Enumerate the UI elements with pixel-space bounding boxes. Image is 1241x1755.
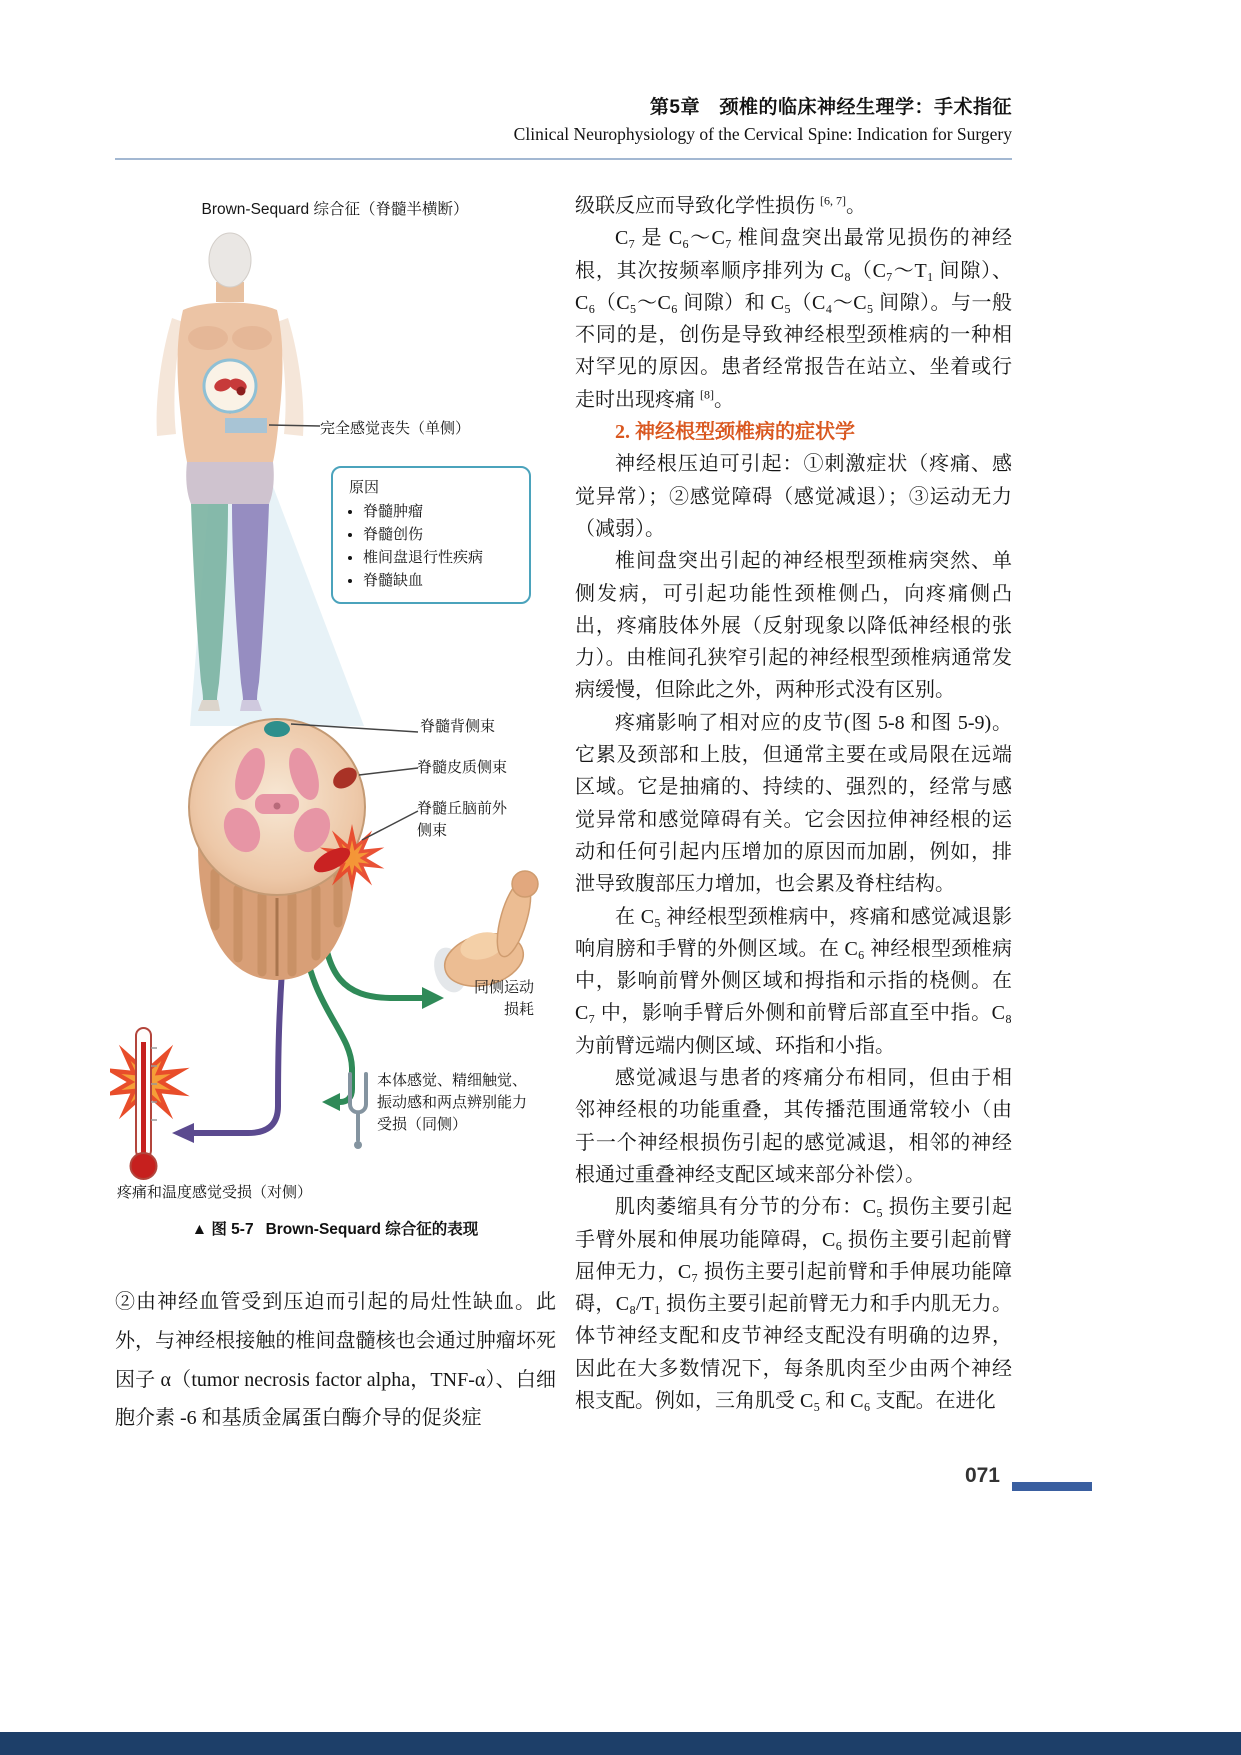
reference-marker: [6, 7] <box>820 193 846 208</box>
paragraph: 椎间盘突出引起的神经根型颈椎病突然、单侧发病，可引起功能性颈椎侧凸，向疼痛侧凸出，疼痛肢体外展（反射现象以降低神经根的张力）。由椎间孔狭窄引起的神经根型颈椎病通常发病缓慢，但除此之外，两种形式没有区别。 <box>575 550 1012 702</box>
causes-item: • 脊髓缺血 <box>363 569 517 590</box>
causes-list <box>345 500 517 590</box>
label-pain-temp-loss: 疼痛和温度感觉受损（对侧） <box>117 1184 313 1201</box>
paragraph: 疼痛影响了相对应的皮节(图 5-8 和图 5-9)。它累及颈部和上肢，但通常主要在或局限在远端区域。它是抽痛的、持续的、强烈的，经常与感觉异常和感觉障碍有关。它会因拉伸神经根的运动和任何引起内压增加的原因而加剧，例如，排泄导致腹部压力增加，也会累及脊柱结构。 <box>575 711 1012 896</box>
left-column-paragraph: ②由神经血管受到压迫而引起的局灶性缺血。此外，与神经根接触的椎间盘髓核也会通过肿瘤坏死因子 α（tumor necrosis factor alpha，TNF-α）、白细胞介素 -6 和基质金属蛋白酶介导的促炎症 <box>115 1291 556 1430</box>
label-complete-sensory-loss: 完全感觉丧失（单侧） <box>320 420 471 437</box>
chapter-title-en: Clinical Neurophysiology of the Cervical Spine: Indication for Surgery <box>513 124 1012 144</box>
sensory-loss-band <box>225 418 267 433</box>
paragraph-text: 级联反应而导致化学性损伤 <box>575 195 820 217</box>
causes-box <box>331 466 531 604</box>
header-rule <box>115 158 1012 160</box>
paragraph: 在 C₅ 神经根型颈椎病中，疼痛和感觉减退影响肩膀和手臂的外侧区域。在 C₆ 神经根型颈椎病中，影响前臂外侧区域和拇指和示指的桡侧。在 C₇ 中，影响手臂后外侧和前臂后部直至中指。C₈ 为前臂远端内侧区域、环指和小指。 <box>575 905 1012 1057</box>
causes-title: 原因 <box>349 479 380 496</box>
page-number: 071 <box>964 1464 1000 1487</box>
causes-item: • 脊髓肿瘤 <box>363 500 517 521</box>
right-column <box>575 190 1012 1417</box>
paragraph <box>575 190 1012 222</box>
label-ipsilateral-motor-loss: 同侧运动损耗 <box>473 979 534 1018</box>
label-proprioception-loss: 本体感觉、精细触觉、振动感和两点辨别能力受损（同侧） <box>377 1072 528 1133</box>
paragraph: 肌肉萎缩具有分节的分布：C₅ 损伤主要引起手臂外展和伸展功能障碍，C₆ 损伤主要引起前臂屈伸无力，C₇ 损伤主要引起前臂和手伸展功能障碍，C₈/T₁ 损伤主要引起前臂无力和手内肌无力。体节神经支配和皮节神经支配没有明确的边界，因此在大多数情况下，每条肌肉至少由两个神经根支配。例如，三角肌受 C₅ 和 C₆ 支配。在进化 <box>575 1196 1012 1412</box>
reference-marker: [8] <box>700 387 714 402</box>
paragraph: 神经根压迫可引起：①刺激症状（疼痛、感觉异常）；②感觉障碍（感觉减退）；③运动无力（减弱）。 <box>575 453 1012 540</box>
figure-title: Brown-Sequard 综合征（脊髓半横断） <box>201 201 469 218</box>
label-spinothalamic: 脊髓丘脑前外侧束 <box>417 800 508 839</box>
section-heading: 2. 神经根型颈椎病的症状学 <box>615 421 855 444</box>
page-number-bar <box>1012 1482 1092 1491</box>
figure-caption <box>115 1217 555 1239</box>
paragraph: 感觉减退与患者的疼痛分布相同，但由于相邻神经根的功能重叠，其传播范围通常较小（由于一个神经根损伤引起的感觉减退，相邻的神经根通过重叠神经支配区域来部分补偿）。 <box>575 1067 1012 1186</box>
paragraph <box>575 222 1012 416</box>
head <box>209 233 251 287</box>
bottom-band <box>0 1732 1241 1755</box>
spinal-cord-cross-section <box>189 719 384 895</box>
causes-item: • 椎间盘退行性疾病 <box>363 546 517 567</box>
paragraph-text: 。 <box>714 388 734 411</box>
figure-caption-text: Brown-Sequard 综合征的表现 <box>265 1221 479 1238</box>
thermometer-icon <box>110 1028 190 1179</box>
chapter-title-zh: 第5章 颈椎的临床神经生理学：手术指征 <box>649 97 1012 118</box>
dorsal-column-tract <box>264 721 290 737</box>
causes-item: • 脊髓创伤 <box>363 523 517 544</box>
figure-caption-marker: ▲ 图 5-7 <box>191 1221 254 1238</box>
chest-inset-lesion <box>204 360 256 412</box>
paragraph-text: 。 <box>846 195 866 217</box>
label-corticospinal: 脊髓皮质侧束 <box>417 759 508 776</box>
paragraph-text: C₇ 是 C₆～C₇ 椎间盘突出最常见损伤的神经根，其次按频率顺序排列为 C₈（C₇～T₁ 间隙）、C₆（C₅～C₆ 间隙）和 C₅（C₄～C₅ 间隙）。与一般不同的是，创伤是导致神经根型颈椎病的一种相对罕见的原因。患者经常报告在站立、坐着或行走时出现疼痛 <box>575 227 1012 411</box>
label-dorsal-column: 脊髓背侧束 <box>420 718 496 735</box>
